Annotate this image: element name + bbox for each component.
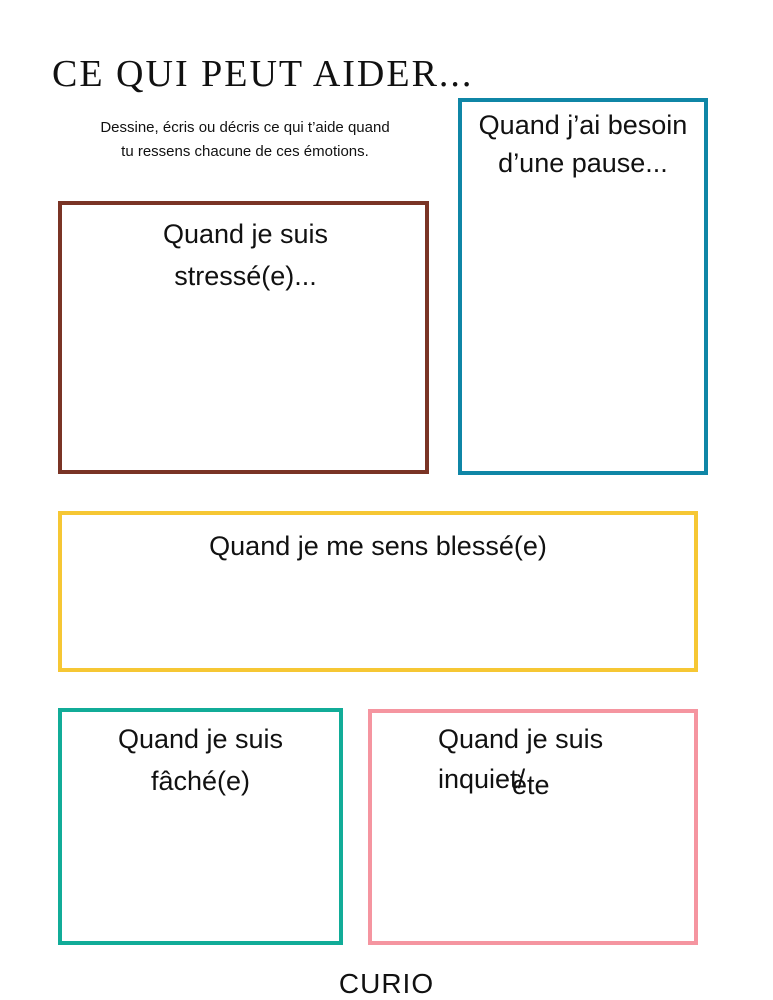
- hurt-label: [62, 525, 694, 567]
- need-a-break-label-line-2: d’une pause...: [498, 148, 668, 178]
- worried-box: [368, 709, 698, 945]
- need-a-break-label-line-1: Quand j’ai besoin: [478, 110, 688, 140]
- stressed-box: [58, 201, 429, 474]
- need-a-break-box: [458, 98, 708, 475]
- angry-label-line-1: Quand je suis: [117, 724, 284, 754]
- worried-label-line-1: Quand je suis: [438, 724, 604, 754]
- worried-label: [438, 719, 603, 799]
- worried-label-overlap-text: ète: [512, 770, 550, 800]
- stressed-label: [62, 213, 425, 297]
- instructions-line-1: Dessine, écris ou décris ce qui t’aide quand: [100, 119, 390, 136]
- page-title: CE QUI PEUT AIDER...: [52, 53, 474, 95]
- instructions-line-2: tu ressens chacune de ces émotions.: [121, 143, 369, 160]
- angry-label-line-2: fâché(e): [150, 766, 251, 796]
- stressed-label-line-1: Quand je suis: [162, 219, 329, 249]
- hurt-label-line-1: Quand je me sens blessé(e): [209, 531, 547, 561]
- angry-box: [58, 708, 343, 945]
- brand-logo: CURIO: [338, 968, 435, 999]
- angry-label: [62, 718, 339, 802]
- stressed-label-line-2: stressé(e)...: [174, 261, 317, 291]
- worried-label-line-2: inquiet/: [438, 764, 526, 794]
- instructions: [60, 116, 430, 164]
- worried-label-line-2-wrap: [438, 759, 603, 799]
- hurt-box: [58, 511, 698, 672]
- need-a-break-label: [462, 106, 704, 182]
